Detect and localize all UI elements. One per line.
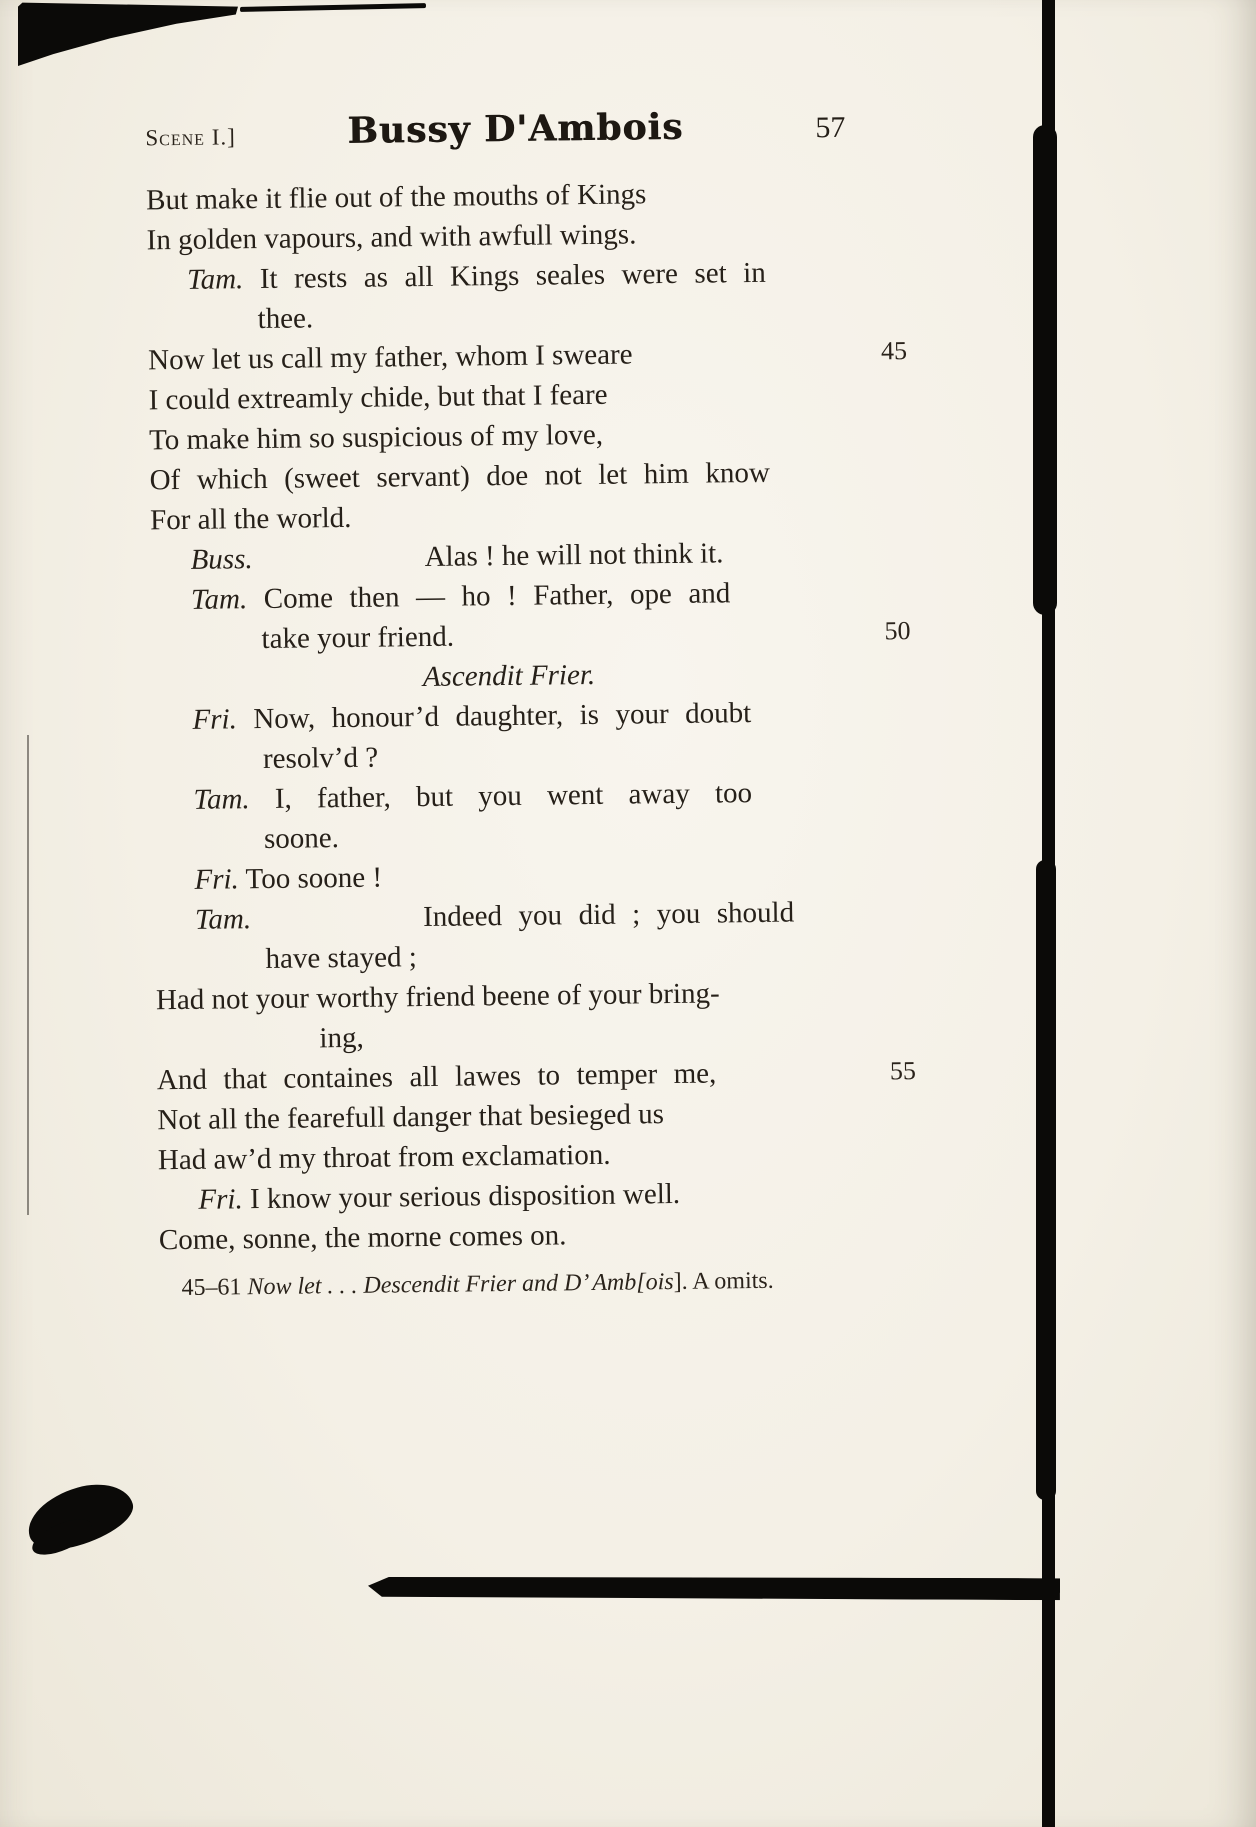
footnote-plain: 45–61 bbox=[181, 1274, 248, 1302]
line-text: resolv’d ? bbox=[262, 741, 379, 775]
scan-artifact-top-left-blob bbox=[18, 0, 238, 66]
verse-mid-gap bbox=[253, 566, 425, 568]
line-text: Now let us call my father, whom I sweare bbox=[147, 338, 633, 377]
page-title: Bussy D'Ambois bbox=[347, 105, 684, 152]
line-text: Come then — ho ! Father, ope and bbox=[247, 577, 731, 616]
scan-artifact-right-blotch-upper bbox=[1033, 125, 1057, 615]
line-text: have stayed ; bbox=[265, 941, 418, 975]
scan-artifact-left-hairline bbox=[27, 735, 29, 1215]
margin-line-number: 55 bbox=[889, 1056, 917, 1086]
line-text: I, father, but you went away too bbox=[249, 777, 753, 816]
footnote-text bbox=[181, 1268, 774, 1301]
margin-line-number: 50 bbox=[884, 616, 911, 646]
speaker-name: Fri. bbox=[198, 1183, 243, 1216]
speaker-name: Fri. bbox=[194, 863, 239, 896]
line-text: Not all the fearefull danger that besieged us bbox=[157, 1098, 665, 1137]
line-text: I could extreamly chide, but that I feare bbox=[148, 378, 608, 417]
page-content bbox=[145, 104, 917, 1305]
line-text: But make it flie out of the mouths of Kings bbox=[145, 178, 647, 217]
text-body bbox=[145, 172, 917, 1261]
line-text: Alas ! he will not think it. bbox=[424, 537, 724, 573]
line-text: For all the world. bbox=[149, 501, 352, 537]
speaker-name: Tam. bbox=[193, 783, 250, 816]
scan-artifact-right-blotch-lower bbox=[1036, 860, 1056, 1500]
speaker-name: Fri. bbox=[192, 703, 238, 736]
speaker-name: Buss. bbox=[190, 543, 253, 576]
line-text: ing, bbox=[319, 1021, 364, 1055]
line-text: Ascendit Frier. bbox=[422, 658, 596, 694]
verse-mid-gap bbox=[251, 926, 423, 928]
line-text: thee. bbox=[257, 302, 314, 336]
footnote-plain: ]. A omits. bbox=[673, 1267, 774, 1296]
speaker-name: Tam. bbox=[186, 263, 244, 296]
line-text: To make him so suspicious of my love, bbox=[148, 418, 604, 457]
line-text: In golden vapours, and with awfull wings. bbox=[146, 218, 637, 257]
line-text: Come, sonne, the morne comes on. bbox=[158, 1219, 567, 1257]
line-text: Of which (sweet servant) doe not let him know bbox=[149, 456, 771, 497]
line-text: And that containes all lawes to temper me, bbox=[156, 1057, 717, 1097]
scan-artifact-bottom-bar bbox=[368, 1576, 1060, 1600]
line-text: Too soone ! bbox=[238, 861, 383, 896]
line-text: It rests as all Kings seales were set in bbox=[243, 256, 766, 296]
line-text: Had not your worthy friend beene of your bring- bbox=[155, 977, 720, 1017]
line-text: I know your serious disposition well. bbox=[242, 1177, 681, 1216]
line-text: take your friend. bbox=[261, 620, 455, 655]
speaker-name: Tam. bbox=[194, 903, 252, 936]
speaker-name: Tam. bbox=[190, 583, 248, 616]
line-text: Now, honour’d daughter, is your doubt bbox=[236, 697, 752, 736]
footnote bbox=[159, 1264, 873, 1305]
line-text: Indeed you did ; you should bbox=[422, 896, 795, 934]
verse-line bbox=[159, 1212, 873, 1261]
running-header bbox=[145, 104, 859, 155]
scan-artifact-top-line bbox=[240, 3, 426, 12]
footnote-lemma: Now let . . . Descendit Frier and D’ Amb[ois bbox=[247, 1269, 674, 1301]
page-number: 57 bbox=[815, 110, 846, 145]
line-text: Had aw’d my throat from exclamation. bbox=[157, 1138, 611, 1177]
margin-line-number: 45 bbox=[880, 336, 908, 366]
line-text: soone. bbox=[263, 822, 340, 855]
scene-label: Scene I.] bbox=[145, 124, 236, 151]
